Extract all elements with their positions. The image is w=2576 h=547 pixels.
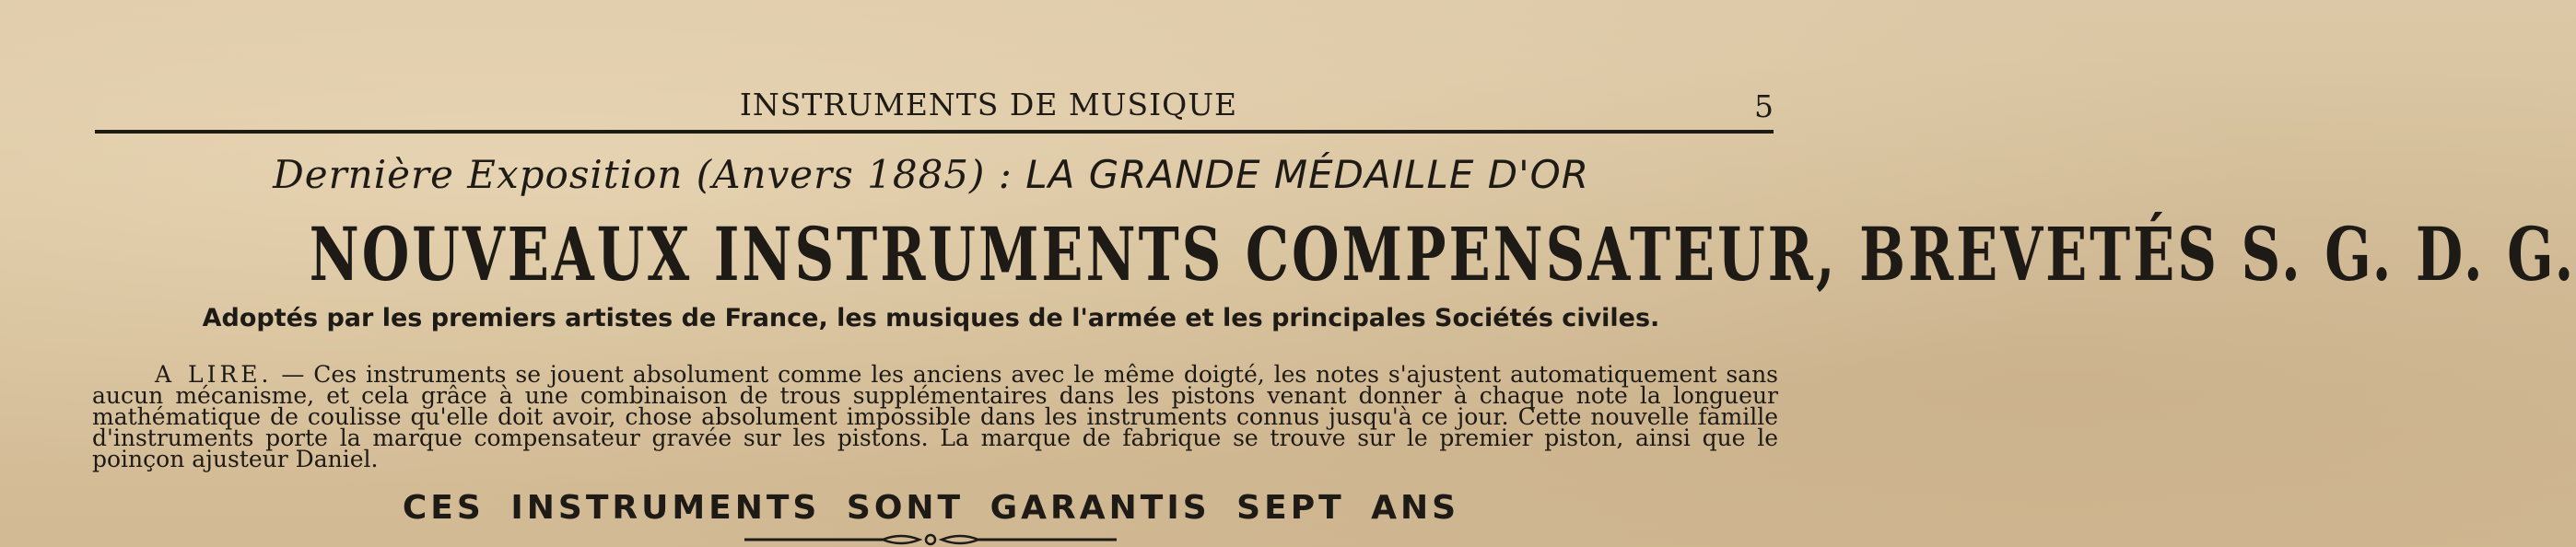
advertisement-subheadline: Adoptés par les premiers artistes de France, les musiques de l'armée et les principales Sociétés civiles. (202, 304, 1660, 332)
guarantee-line: CES INSTRUMENTS SONT GARANTIS SEPT ANS (402, 489, 1460, 527)
decorative-ornament (744, 532, 1117, 547)
page-header (95, 85, 1774, 125)
advertisement-body (92, 361, 1778, 472)
body-lead: A LIRE. (155, 361, 273, 388)
body-paragraph: — Ces instruments se jouent absolument comme les anciens avec le même doigté, les notes s'ajustent automatiquement sans aucun mécanisme, et cela grâce à une combinaison de trous supplémentaires dans les pistons venant donner à chaque note la longueur mathématique de coulisse qu'elle doit avoir, chose absolument impossible dans les instruments connus jusqu'à ce jour. Cette nouvelle famille d'instruments porte la marque compensateur gravée sur les pistons. La marque de fabrique se trouve sur le premier piston, ainsi que le poinçon ajusteur Daniel. (92, 361, 1778, 472)
header-rule (95, 130, 1774, 134)
exhibition-label: Dernière Exposition (Anvers 1885) : (273, 152, 1013, 197)
advertisement-headline: NOUVEAUX INSTRUMENTS COMPENSATEUR, BREVETÉS S. G. D. G. (309, 211, 2576, 297)
award-line (0, 149, 1862, 201)
running-title: INSTRUMENTS DE MUSIQUE (739, 87, 1238, 122)
page-number: 5 (1754, 88, 1774, 124)
prize-label: LA GRANDE MÉDAILLE D'OR (1025, 152, 1589, 197)
